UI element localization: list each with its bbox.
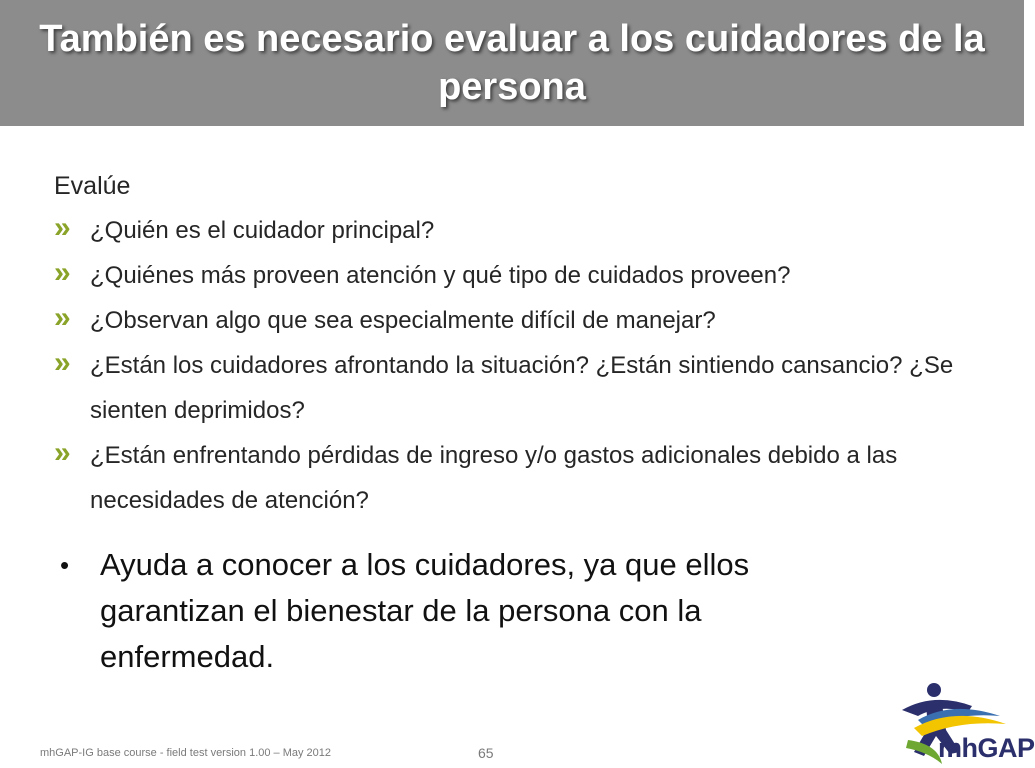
- question-text: ¿Observan algo que sea especialmente difícil de manejar?: [90, 307, 716, 334]
- question-text: ¿Quiénes más proveen atención y qué tipo de cuidados proveen?: [90, 262, 791, 289]
- question-text: ¿Están los cuidadores afrontando la situación? ¿Están sintiendo cansancio? ¿Se sienten deprimidos?: [90, 352, 954, 424]
- question-text: ¿Quién es el cuidador principal?: [90, 217, 435, 244]
- question-list: [54, 208, 984, 523]
- chevron-bullet-icon: »: [54, 301, 71, 334]
- list-item: [54, 208, 984, 253]
- chevron-bullet-icon: »: [54, 346, 71, 379]
- page-number: 65: [478, 745, 494, 761]
- chevron-bullet-icon: »: [54, 256, 71, 289]
- logo-wordmark: mhGAP: [938, 733, 1035, 763]
- main-point-text: Ayuda a conocer a los cuidadores, ya que ellos garantizan el bienestar de la persona con la enfermedad.: [100, 547, 750, 674]
- main-point: [60, 542, 860, 680]
- bullet-dot-icon: •: [60, 550, 70, 580]
- chevron-bullet-icon: »: [54, 211, 71, 244]
- list-item: [54, 343, 984, 433]
- footer-course-text: mhGAP-IG base course - field test version 1.00 – May 2012: [40, 747, 332, 759]
- assess-section: [54, 170, 984, 523]
- chevron-bullet-icon: »: [54, 436, 71, 469]
- logo-head: [927, 683, 941, 697]
- list-item: [54, 433, 984, 523]
- question-text: ¿Están enfrentando pérdidas de ingreso y/o gastos adicionales debido a las necesidades de atención?: [90, 442, 898, 514]
- assess-heading: Evalúe: [54, 172, 131, 200]
- list-item: [54, 298, 984, 343]
- slide-title: También es necesario evaluar a los cuidadores de la persona: [39, 18, 985, 108]
- title-bar: [0, 0, 1024, 126]
- list-item: [54, 253, 984, 298]
